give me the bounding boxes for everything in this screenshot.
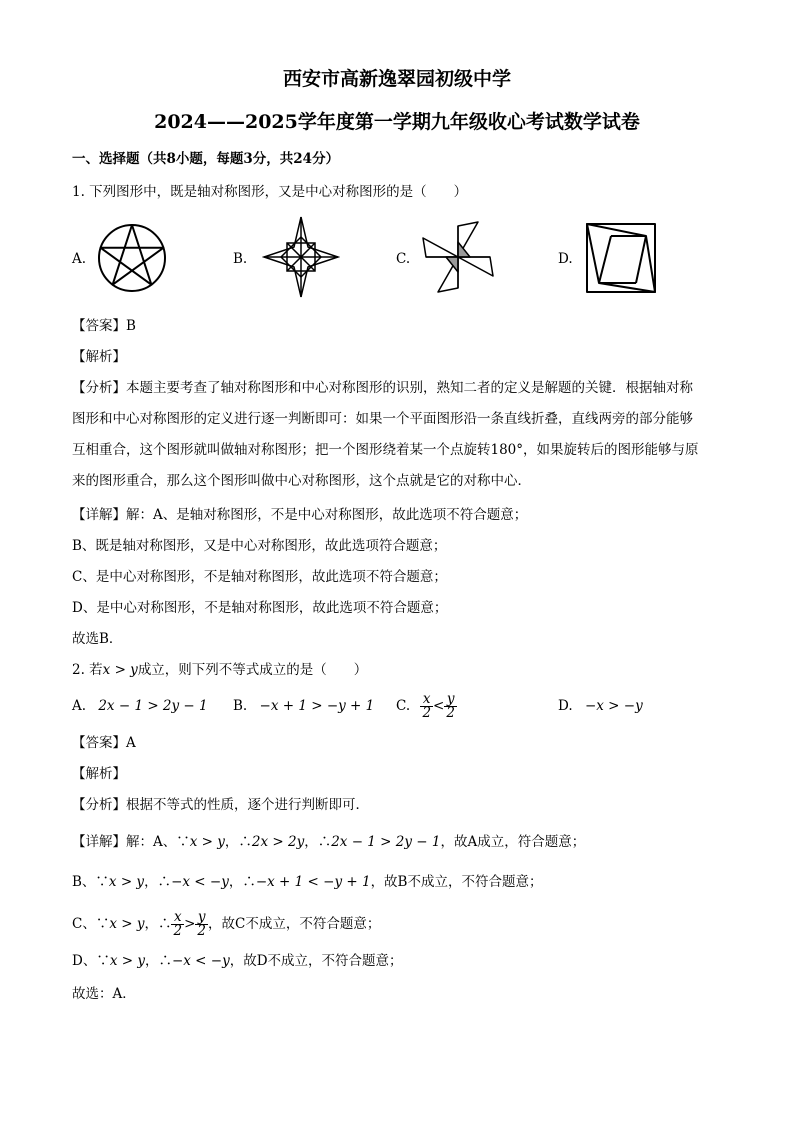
q1-fenxi-line-3: 互相重合，这个图形就叫做轴对称图形；把一个图形绕着某一个点旋转180°，如果旋转后的图形能够与原 (72, 442, 699, 458)
pinwheel-figure (420, 218, 496, 296)
q2-answer: 【答案】A (72, 735, 136, 751)
q1-detail-line-4: D、是中心对称图形，不是轴对称图形，故此选项不符合题意； (72, 600, 448, 616)
q1-analysis-tag: 【解析】 (72, 349, 126, 365)
q2-detail-c: C、∵x > y，∴ $\frac{x}{2}$ > $\frac{y}{2}$ ，故C不成立，不符合题意； (72, 909, 381, 939)
q2-detail-c-fraction-x: $\frac{x}{2}$ (173, 909, 183, 939)
section-heading: 一、选择题（共8小题，每题3分，共24分） (72, 151, 340, 167)
q2-conclusion: 故选：A． (72, 986, 136, 1002)
q1-option-b-label: B. (233, 251, 248, 267)
q2-option-b-label: B. (233, 698, 248, 714)
q2-stem (72, 661, 367, 679)
q2-option-d-label: D. (558, 698, 573, 714)
q2-detail-c-fraction-y: $\frac{y}{2}$ (197, 909, 206, 939)
q1-option-a-label: A. (72, 251, 87, 267)
q2-option-a-label: A. (72, 698, 87, 714)
q2-option-d-expr: −x > −y (584, 698, 643, 714)
school-title: 西安市高新逸翠园初级中学 (282, 68, 511, 90)
q1-fenxi-line-2: 图形和中心对称图形的定义进行逐一判断即可：如果一个平面图形沿一条直线折叠，直线两旁的部分能够 (72, 411, 693, 427)
q2-detail-a: 【详解】解：A、∵x > y，∴2x > 2y，∴2x − 1 > 2y − 1，故A成立，符合题意； (72, 834, 586, 850)
q2-fenxi: 【分析】根据不等式的性质，逐个进行判断即可． (72, 797, 369, 813)
q2-option-b-expr: −x + 1 > −y + 1 (259, 698, 375, 714)
pentagram-in-circle-figure (96, 217, 168, 299)
q2-detail-d: D、∵x > y，∴−x < −y，故D不成立，不符合题意； (72, 953, 403, 969)
q2-option-a-expr: 2x − 1 > 2y − 1 (98, 698, 208, 714)
q2-stem-pre: 2. 若 (72, 662, 103, 678)
q1-conclusion: 故选B． (72, 631, 123, 647)
exam-title: 2024——2025学年度第一学期九年级收心考试数学试卷 (154, 111, 640, 133)
q1-detail-line-1: 【详解】解：A、是轴对称图形，不是中心对称图形，故此选项不符合题意； (72, 507, 528, 523)
q1-option-d-label: D. (558, 251, 573, 267)
q2-stem-post: 成立，则下列不等式成立的是（ ） (137, 662, 368, 678)
q1-detail-line-2: B、既是轴对称图形，又是中心对称图形，故此选项符合题意； (72, 538, 447, 554)
q1-answer: 【答案】B (72, 318, 136, 334)
q2-stem-math: x > y (102, 662, 138, 678)
q1-option-c-label: C. (396, 251, 411, 267)
q2-option-a (72, 697, 208, 715)
q1-fenxi-line-4: 来的图形重合，那么这个图形叫做中心对称图形，这个点就是它的对称中心． (72, 473, 531, 489)
q2-option-c-label: C. (396, 698, 411, 714)
q2-option-d (558, 697, 643, 715)
q1-detail-line-3: C、是中心对称图形，不是轴对称图形，故此选项不符合题意； (72, 569, 447, 585)
q2-option-c-fraction-x: $\frac{x}{2}$ (422, 691, 432, 721)
q2-option-c-operator: < (433, 698, 445, 714)
q2-option-b (233, 697, 374, 715)
q2-detail-b: B、∵x > y，∴−x < −y，∴−x + 1 < −y + 1，故B不成立，不符合题意； (72, 874, 543, 890)
q1-stem: 1. 下列图形中，既是轴对称图形，又是中心对称图形的是（ ） (72, 184, 468, 200)
q2-option-c-fraction-y: $\frac{y}{2}$ (446, 691, 455, 721)
q1-fenxi-line-1: 【分析】本题主要考查了轴对称图形和中心对称图形的识别，熟知二者的定义是解题的关键．根据轴对称 (72, 380, 693, 396)
eight-point-star-figure (262, 214, 340, 300)
q2-option-c (396, 688, 457, 724)
square-in-square-figure (584, 221, 658, 295)
q2-analysis-tag: 【解析】 (72, 766, 126, 782)
